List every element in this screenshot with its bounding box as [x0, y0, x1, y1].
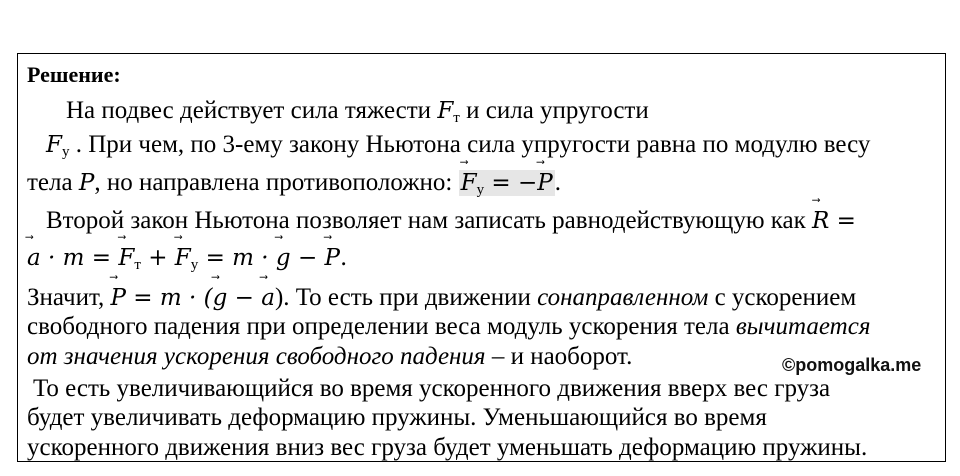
paragraph-line-4	[46, 206, 856, 236]
gravity-force-symbol: $F_т$	[437, 98, 460, 126]
solution-heading: Решение:	[27, 62, 121, 87]
italic-term: сонаправленном	[537, 284, 709, 311]
paragraph-line-7	[27, 312, 870, 342]
paragraph-line-9: То есть увеличивающийся во время ускоренного движения вверх вес груза	[33, 375, 831, 402]
highlighted-equation: ⃗ $F_у$ = −⃗ P	[459, 170, 555, 196]
paragraph-line-10: будет увеличивать деформацию пружины. Уменьшающийся во время	[27, 404, 767, 431]
equals-sign: =	[829, 208, 856, 234]
text-span: свободного падения при определении веса модуль ускорения тела	[27, 313, 736, 340]
paragraph-line-1	[66, 96, 649, 133]
text-span: тела	[27, 169, 79, 196]
paragraph-line-6	[27, 283, 856, 313]
paragraph-line-3	[27, 168, 561, 205]
paragraph-line-11: ускоренного движения вниз вес груза будет уменьшать деформацию пружины.	[27, 434, 868, 461]
weight-symbol: P	[78, 170, 95, 196]
text-span: .	[554, 169, 561, 196]
text-span: Значит,	[27, 284, 111, 311]
paragraph-line-8	[27, 342, 632, 372]
text-span: На подвес действует сила тяжести	[66, 97, 438, 124]
watermark: ©pomogalka.me	[782, 355, 922, 375]
text-span: , но направлена противоположно:	[94, 169, 459, 196]
weight-equation: ⃗ P = m · (⃗ g − ⃗ a	[111, 285, 275, 311]
text-span: и сила упругости	[459, 97, 649, 124]
resultant-symbol: ⃗ R	[812, 206, 829, 236]
elastic-force-symbol: $F_у$	[46, 132, 70, 160]
paragraph-line-2	[46, 130, 870, 167]
text-span: – и наоборот.	[485, 343, 633, 370]
italic-term: вычитается	[735, 313, 871, 340]
equation-line-newton: ⃗ a · m = ⃗ $F_т$ + ⃗ $F_у = m$ · ⃗ g − ⃗ P.	[27, 243, 347, 280]
text-span: ). То есть при движении	[274, 284, 538, 311]
text-span: с ускорением	[708, 284, 857, 311]
italic-term: от значения ускорения свободного падения	[27, 343, 486, 370]
text-span: . При чем, по 3-ему закону Ньютона сила упругости равна по модулю весу	[69, 131, 871, 158]
text-span: Второй закон Ньютона позволяет нам записать равнодействующую как	[46, 207, 813, 234]
